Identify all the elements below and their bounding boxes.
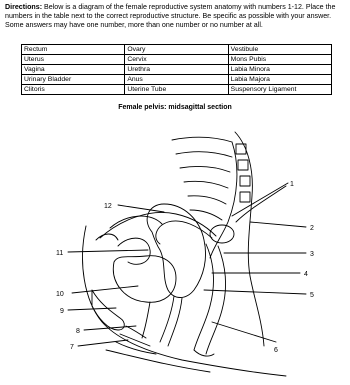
- table-cell[interactable]: Clitoris: [22, 85, 125, 95]
- urinary-bladder: [113, 256, 176, 303]
- table-cell[interactable]: Urethra: [125, 65, 228, 75]
- leader-line-7: [78, 340, 128, 346]
- figure-caption: Female pelvis: midsagittal section: [118, 104, 232, 111]
- label-6: 6: [274, 347, 278, 354]
- leader-line-2: [250, 222, 306, 227]
- table-cell[interactable]: Ovary: [125, 45, 228, 55]
- leader-line-5: [204, 290, 306, 294]
- label-2: 2: [310, 225, 314, 232]
- back-outline: [235, 132, 264, 346]
- table-cell[interactable]: Rectum: [22, 45, 125, 55]
- label-10: 10: [56, 291, 64, 298]
- label-1: 1: [290, 181, 294, 188]
- label-4: 4: [304, 271, 308, 278]
- table-cell[interactable]: Vagina: [22, 65, 125, 75]
- vagina: [160, 296, 182, 346]
- label-5: 5: [310, 292, 314, 299]
- label-8: 8: [76, 328, 80, 335]
- directions-body: Below is a diagram of the female reproductive system anatomy with numbers 1-12. Place the numbers in the table next to the correct reproductive structure. Be specific as possible with your answer. Some answers may have one number, more than one number or no number at all.: [5, 3, 336, 29]
- table-cell[interactable]: Vestibule: [228, 45, 331, 55]
- pubic-symphysis: [92, 290, 124, 330]
- table-cell[interactable]: Uterine Tube: [125, 85, 228, 95]
- anal-canal: [194, 350, 214, 356]
- label-12: 12: [104, 203, 112, 210]
- table-cell[interactable]: Urinary Bladder: [22, 75, 125, 85]
- label-11: 11: [56, 250, 64, 257]
- table-cell[interactable]: Mons Pubis: [228, 55, 331, 65]
- uterus: [147, 204, 205, 298]
- uterine-tube: [156, 221, 212, 244]
- spinal-canal: [236, 144, 250, 202]
- table-cell[interactable]: Cervix: [125, 55, 228, 65]
- label-9: 9: [60, 308, 64, 315]
- leader-line-6: [212, 322, 276, 342]
- table-cell[interactable]: Labia Minora: [228, 65, 331, 75]
- suspensory-ligament: [236, 186, 286, 222]
- table-cell[interactable]: Suspensory Ligament: [228, 85, 331, 95]
- leader-line-11: [68, 250, 148, 252]
- directions-lead: Directions:: [5, 3, 43, 11]
- label-3: 3: [310, 251, 314, 258]
- rectum: [194, 244, 225, 354]
- label-7: 7: [70, 344, 74, 351]
- table-cell[interactable]: Anus: [125, 75, 228, 85]
- table-cell[interactable]: Uterus: [22, 55, 125, 65]
- table-cell[interactable]: Labia Majora: [228, 75, 331, 85]
- urethra: [142, 302, 150, 338]
- leader-line-12: [118, 205, 164, 212]
- labia: [116, 326, 156, 354]
- leader-line-10: [72, 286, 138, 293]
